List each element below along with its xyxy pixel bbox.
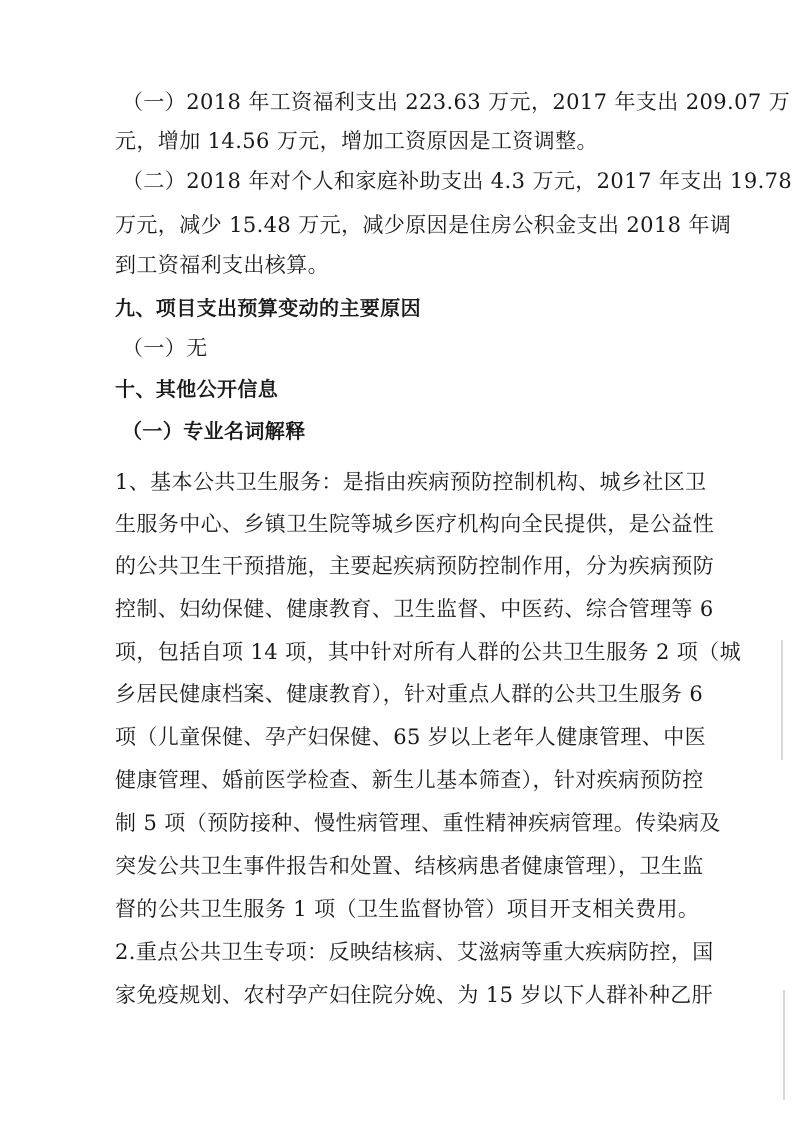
paragraph-line: 元，增加 14.56 万元，增加工资原因是工资调整。 bbox=[115, 129, 598, 153]
paragraph-line: 督的公共卫生服务 1 项（卫生监督协管）项目开支相关费用。 bbox=[115, 897, 700, 921]
scan-edge-mark bbox=[781, 640, 783, 760]
paragraph-line: 乡居民健康档案、健康教育），针对重点人群的公共卫生服务 6 bbox=[115, 682, 704, 706]
paragraph-line: 制 5 项（预防接种、慢性病管理、重性精神疾病管理。传染病及 bbox=[115, 811, 721, 835]
paragraph-line: 生服务中心、乡镇卫生院等城乡医疗机构向全民提供，是公益性 bbox=[115, 512, 715, 536]
paragraph-line: 家免疫规划、农村孕产妇住院分娩、为 15 岁以下人群补种乙肝 bbox=[115, 983, 714, 1007]
section-heading-9: 九、项目支出预算变动的主要原因 bbox=[115, 296, 421, 320]
paragraph-line: 突发公共卫生事件报告和处置、结核病患者健康管理），卫生监 bbox=[115, 854, 704, 878]
scan-edge-mark bbox=[783, 990, 785, 1100]
subsection-heading: （一）专业名词解释 bbox=[122, 419, 306, 443]
paragraph-line: （一）2018 年工资福利支出 223.63 万元，2017 年支出 209.07 万 bbox=[122, 90, 791, 114]
section-heading-10: 十、其他公开信息 bbox=[115, 377, 279, 401]
paragraph-line: （二）2018 年对个人和家庭补助支出 4.3 万元，2017 年支出 19.78 bbox=[122, 169, 793, 193]
paragraph-line: 健康管理、婚前医学检查、新生儿基本筛查），针对疾病预防控 bbox=[115, 768, 704, 792]
paragraph-line: （一）无 bbox=[122, 336, 208, 360]
paragraph-line: 项（儿童保健、孕产妇保健、65 岁以上老年人健康管理、中医 bbox=[115, 725, 706, 749]
paragraph-line: 万元，减少 15.48 万元，减少原因是住房公积金支出 2018 年调 bbox=[115, 213, 732, 237]
paragraph-line: 控制、妇幼保健、健康教育、卫生监督、中医药、综合管理等 6 bbox=[115, 597, 714, 621]
paragraph-line: 的公共卫生干预措施，主要起疾病预防控制作用，分为疾病预防 bbox=[115, 554, 715, 578]
paragraph-line: 2.重点公共卫生专项：反映结核病、艾滋病等重大疾病防控，国 bbox=[115, 940, 714, 964]
paragraph-line: 项，包括自项 14 项，其中针对所有人群的公共卫生服务 2 项（城 bbox=[115, 640, 741, 664]
paragraph-line: 到工资福利支出核算。 bbox=[115, 253, 329, 277]
paragraph-line: 1、基本公共卫生服务：是指由疾病预防控制机构、城乡社区卫 bbox=[115, 470, 707, 494]
